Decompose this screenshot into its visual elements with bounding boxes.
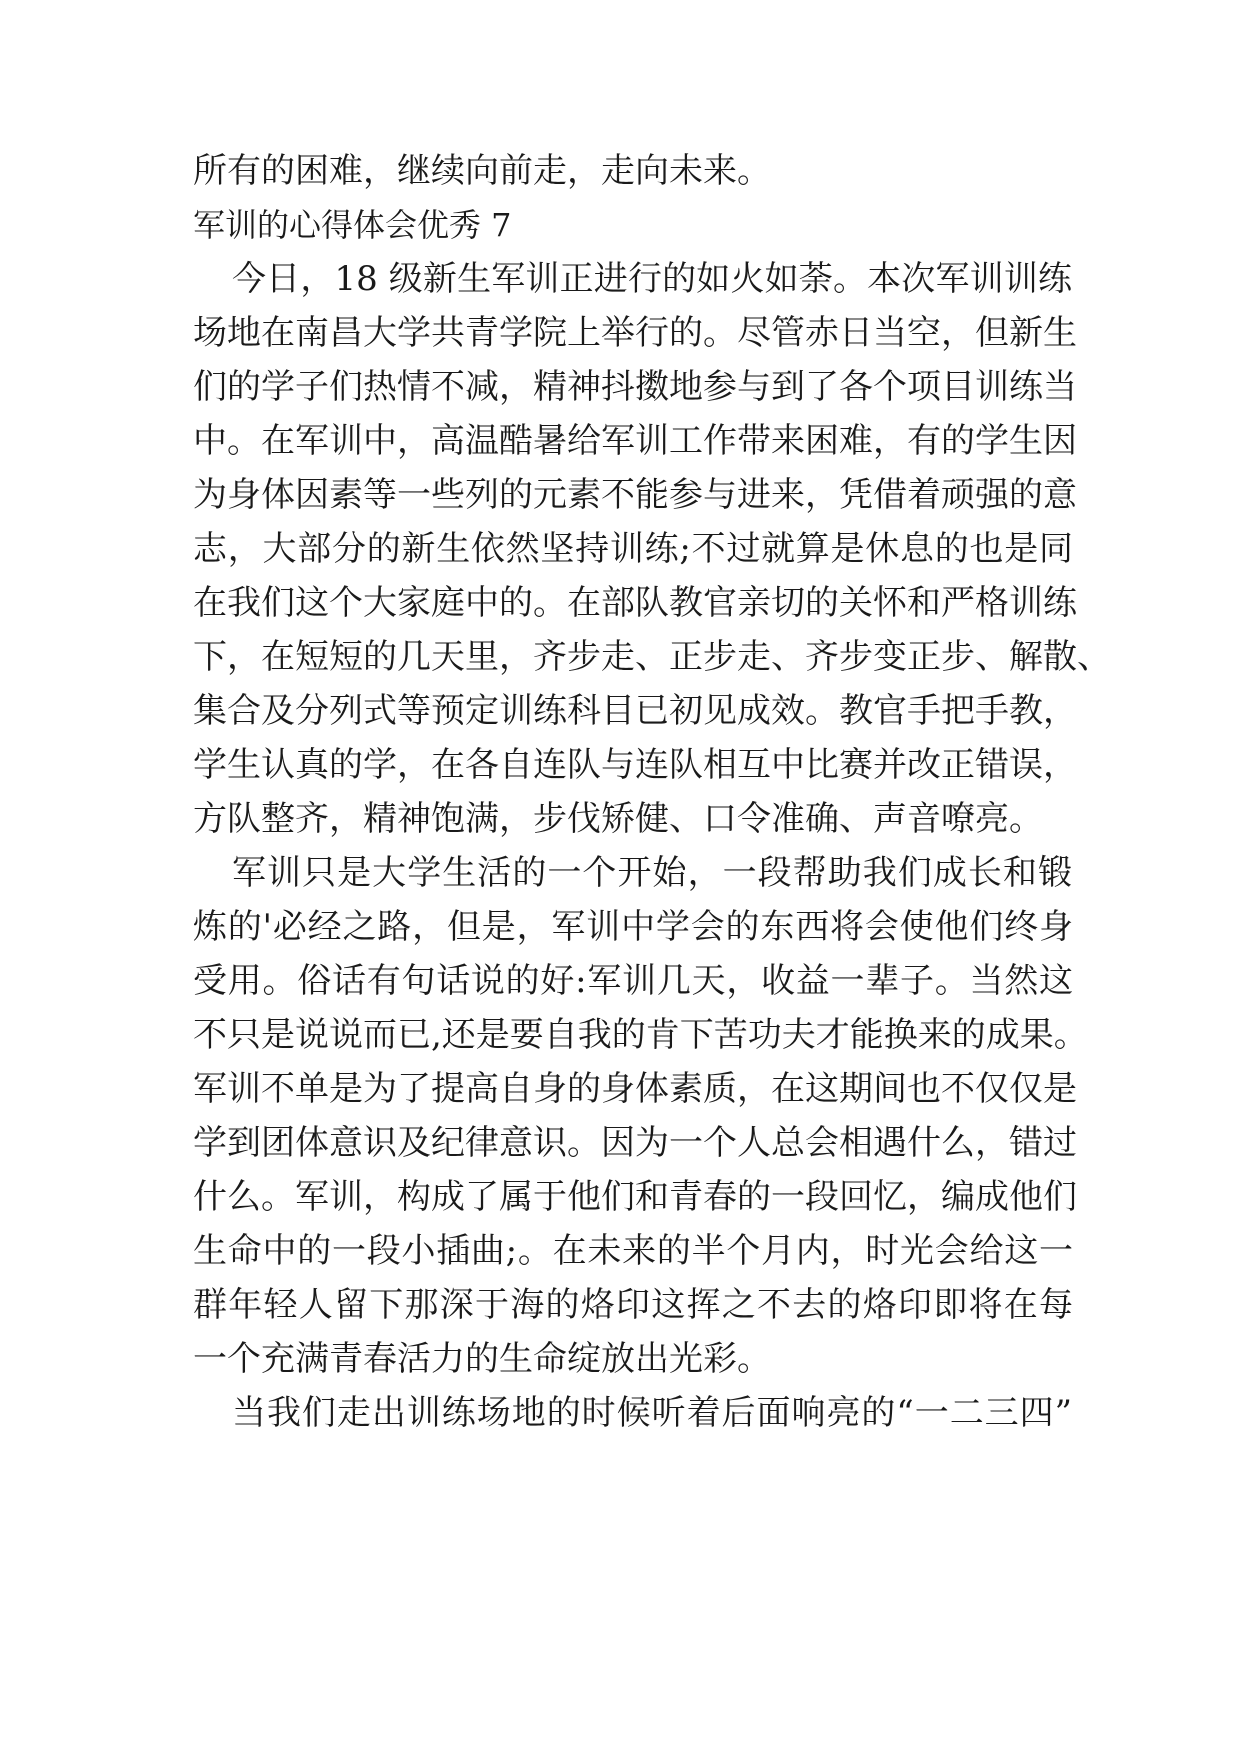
paragraph-line: 下，在短短的几天里，齐步走、正步走、齐步变正步、解散、	[193, 637, 1111, 677]
paragraph-line: 当我们走出训练场地的时候听着后面响亮的“一二三四”	[232, 1393, 1072, 1433]
paragraph-line: 们的学子们热情不减，精神抖擞地参与到了各个项目训练当	[193, 367, 1077, 407]
paragraph-line: 集合及分列式等预定训练科目已初见成效。教官手把手教，	[193, 691, 1077, 731]
paragraph-line: 在我们这个大家庭中的。在部队教官亲切的关怀和严格训练	[193, 583, 1077, 623]
paragraph-line: 志，大部分的新生依然坚持训练;不过就算是休息的也是同	[193, 529, 1074, 569]
paragraph-line: 生命中的一段小插曲;。在未来的半个月内，时光会给这一	[193, 1231, 1073, 1271]
paragraph-line: 不只是说说而已,还是要自我的肯下苦功夫才能换来的成果。	[193, 1015, 1088, 1055]
paragraph-line: 中。在军训中，高温酷暑给军训工作带来困难，有的学生因	[193, 421, 1077, 461]
paragraph-line: 场地在南昌大学共青学院上举行的。尽管赤日当空，但新生	[193, 313, 1077, 353]
paragraph-line: 群年轻人留下那深于海的烙印这挥之不去的烙印即将在每	[193, 1285, 1073, 1325]
paragraph-line: 今日，18 级新生军训正进行的如火如荼。本次军训训练	[232, 259, 1072, 299]
paragraph-line: 一个充满青春活力的生命绽放出光彩。	[193, 1339, 771, 1379]
paragraph-line: 为身体因素等一些列的元素不能参与进来，凭借着顽强的意	[193, 475, 1077, 515]
section-heading: 军训的心得体会优秀 7	[193, 206, 512, 244]
text-line: 所有的困难，继续向前走，走向未来。	[193, 151, 771, 191]
paragraph-line: 什么。军训，构成了属于他们和青春的一段回忆，编成他们	[193, 1177, 1077, 1217]
paragraph-line: 受用。俗话有句话说的好:军训几天，收益一辈子。当然这	[193, 961, 1073, 1001]
paragraph-line: 学到团体意识及纪律意识。因为一个人总会相遇什么，错过	[193, 1123, 1077, 1163]
paragraph-line: 军训只是大学生活的一个开始，一段帮助我们成长和锻	[232, 853, 1072, 893]
paragraph-line: 军训不单是为了提高自身的身体素质，在这期间也不仅仅是	[193, 1069, 1077, 1109]
paragraph-line: 学生认真的学，在各自连队与连队相互中比赛并改正错误，	[193, 745, 1077, 785]
paragraph-line: 炼的'必经之路，但是，军训中学会的东西将会使他们终身	[193, 907, 1073, 947]
paragraph-line: 方队整齐，精神饱满，步伐矫健、口令准确、声音嘹亮。	[193, 799, 1043, 839]
